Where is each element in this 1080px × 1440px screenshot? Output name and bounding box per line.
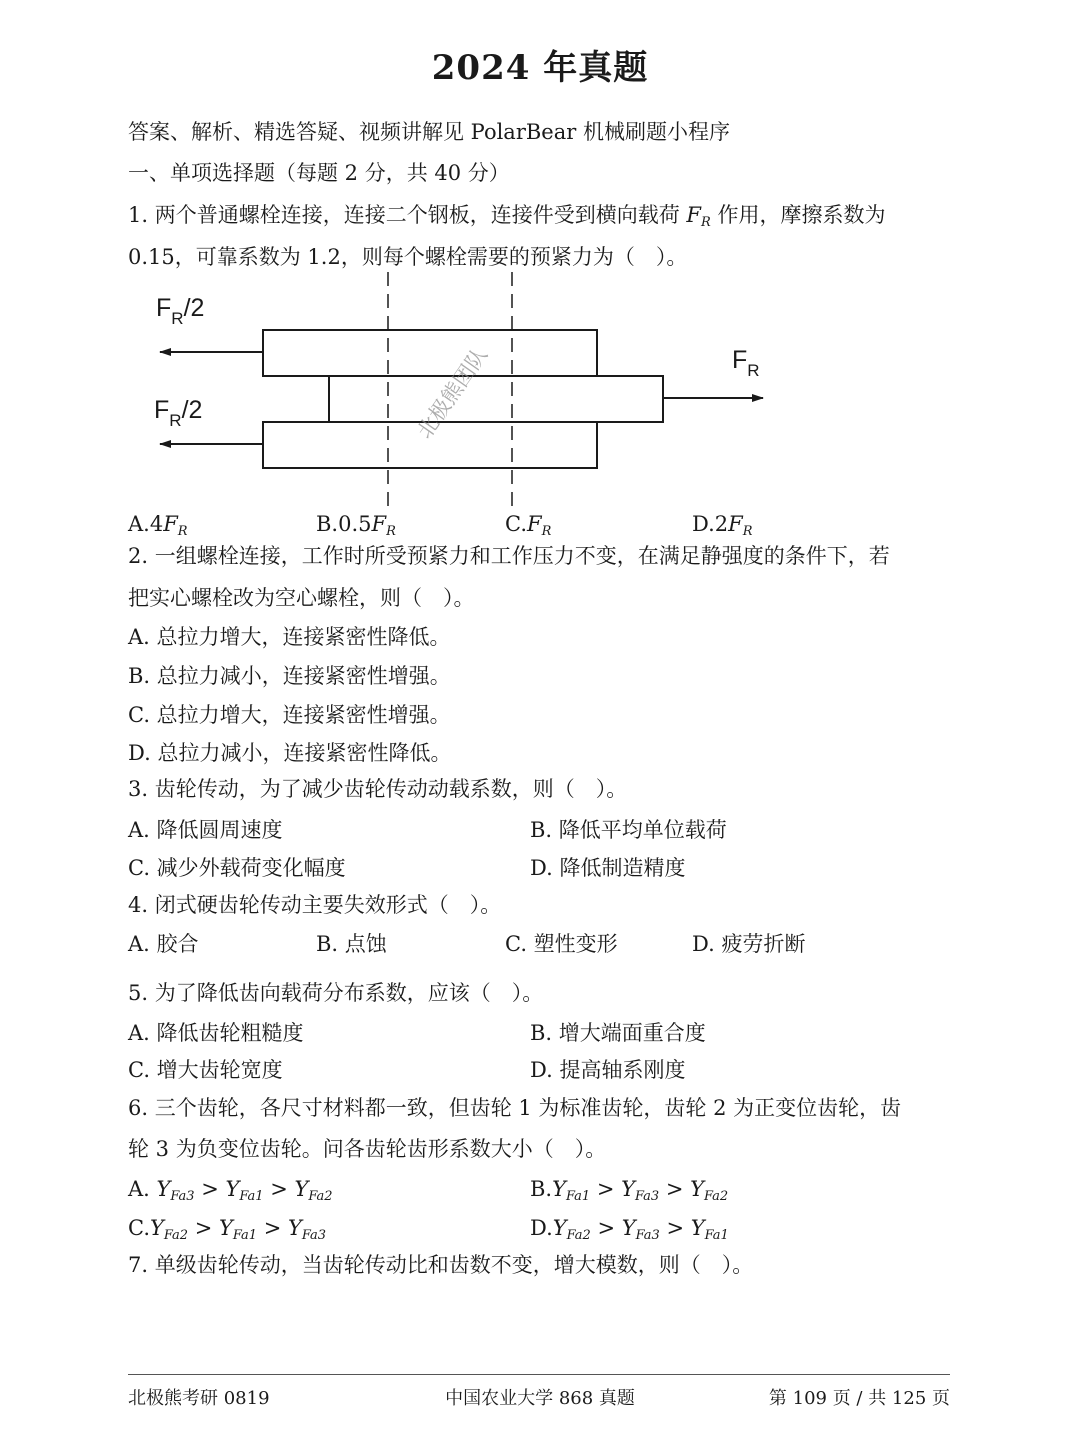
q7-line1: 7. 单级齿轮传动，当齿轮传动比和齿数不变，增大模数，则（ ）。 — [128, 1253, 754, 1277]
q2-option-a[interactable]: A. 总拉力增大，连接紧密性降低。 — [128, 625, 451, 649]
q6-option-b-prefix: B. — [530, 1177, 553, 1201]
q6-option-a[interactable] — [128, 1177, 333, 1205]
q1-option-d-sub: R — [742, 524, 753, 539]
tooth-form-factor-subscript: Fa2 — [308, 1189, 333, 1204]
label-fr-half-bottom: $F_R/2$ — [154, 396, 203, 430]
footer-center: 中国农业大学 868 真题 — [445, 1388, 635, 1409]
tooth-form-factor-subscript: Fa3 — [301, 1228, 327, 1243]
bolt-joint-diagram — [128, 268, 828, 518]
q5-option-c[interactable]: C. 增大齿轮宽度 — [128, 1058, 283, 1082]
tooth-form-factor-symbol: Y — [621, 1216, 636, 1240]
label-fr-half-top: $F_R/2$ — [156, 294, 205, 328]
tooth-form-factor-symbol: Y — [552, 1177, 566, 1201]
tooth-form-factor-subscript: Fa1 — [239, 1189, 264, 1204]
tooth-form-factor-symbol: Y — [294, 1177, 309, 1201]
watermark-text: 北极熊团队 — [412, 343, 493, 443]
tooth-form-factor-subscript: Fa1 — [565, 1189, 591, 1204]
page-title: 2024 年真题 — [431, 48, 649, 88]
tooth-form-factor-subscript: Fa3 — [635, 1228, 660, 1243]
q1-option-b-symbol: F — [371, 512, 387, 536]
q1-option-d[interactable] — [692, 512, 753, 540]
q4-option-a[interactable]: A. 胶合 — [128, 932, 199, 956]
tooth-form-factor-subscript: Fa1 — [704, 1228, 729, 1243]
tooth-form-factor-symbol: Y — [225, 1177, 240, 1201]
q3-option-a[interactable]: A. 降低圆周速度 — [128, 818, 283, 842]
q1-line2: 0.15，可靠系数为 1.2，则每个螺栓需要的预紧力为（ ）。 — [128, 245, 688, 269]
q6-line2: 轮 3 为负变位齿轮。问各齿轮齿形系数大小（ ）。 — [128, 1137, 607, 1161]
q1-option-c-prefix: C. — [505, 512, 527, 536]
q1-option-c-sub: R — [541, 524, 552, 539]
q1-text-b: 作用，摩擦系数为 — [710, 203, 886, 227]
q6-option-d-expression — [552, 1216, 729, 1243]
footer-page-number: 第 109 页 / 共 125 页 — [768, 1388, 950, 1409]
q1-option-b-prefix: B.0.5 — [316, 512, 372, 536]
label-fr-right: $F_R$ — [732, 346, 760, 380]
q1-option-a-sub: R — [177, 524, 188, 539]
q2-line2: 把实心螺栓改为空心螺栓，则（ ）。 — [128, 586, 475, 610]
greater-than-sign: > — [257, 1216, 288, 1240]
promo-line: 答案、解析、精选答疑、视频讲解见 PolarBear 机械刷题小程序 — [128, 120, 730, 144]
tooth-form-factor-subscript: Fa2 — [163, 1228, 189, 1243]
q5-option-a[interactable]: A. 降低齿轮粗糙度 — [128, 1021, 304, 1045]
tooth-form-factor-symbol: Y — [156, 1177, 171, 1201]
q1-line1 — [128, 203, 885, 231]
greater-than-sign: > — [590, 1216, 622, 1240]
tooth-form-factor-symbol: Y — [690, 1216, 705, 1240]
tooth-form-factor-symbol: Y — [288, 1216, 302, 1240]
q1-option-c[interactable] — [505, 512, 551, 540]
tooth-form-factor-subscript: Fa2 — [566, 1228, 591, 1243]
q1-option-c-symbol: F — [527, 512, 542, 536]
footer-left: 北极熊考研 0819 — [128, 1388, 270, 1409]
q1-option-d-prefix: D.2 — [692, 512, 729, 536]
tooth-form-factor-symbol: Y — [690, 1177, 704, 1201]
q3-line1: 3. 齿轮传动，为了减少齿轮传动动载系数，则（ ）。 — [128, 777, 628, 801]
top-plate — [263, 330, 597, 376]
q5-option-b[interactable]: B. 增大端面重合度 — [530, 1021, 706, 1045]
q6-option-b-expression — [552, 1177, 729, 1204]
q4-option-b[interactable]: B. 点蚀 — [316, 932, 387, 956]
q6-option-b[interactable] — [530, 1177, 728, 1205]
q6-option-a-prefix: A. — [128, 1177, 157, 1201]
tooth-form-factor-symbol: Y — [621, 1177, 635, 1201]
q3-option-b[interactable]: B. 降低平均单位载荷 — [530, 818, 727, 842]
q6-option-a-expression — [156, 1177, 333, 1204]
q6-option-c[interactable] — [128, 1216, 326, 1244]
greater-than-sign: > — [659, 1216, 691, 1240]
q1-text-a: 1. 两个普通螺栓连接，连接二个钢板，连接件受到横向载荷 — [128, 203, 687, 227]
q1-force-sub: R — [700, 215, 711, 230]
greater-than-sign: > — [263, 1177, 295, 1201]
tooth-form-factor-symbol: Y — [219, 1216, 233, 1240]
q1-option-a-prefix: A.4 — [128, 512, 164, 536]
q1-option-b[interactable] — [316, 512, 396, 540]
tooth-form-factor-subscript: Fa3 — [170, 1189, 195, 1204]
q6-line1: 6. 三个齿轮，各尺寸材料都一致，但齿轮 1 为标准齿轮，齿轮 2 为正变位齿轮，齿 — [128, 1096, 902, 1120]
q4-option-d[interactable]: D. 疲劳折断 — [692, 932, 806, 956]
tooth-form-factor-subscript: Fa3 — [634, 1189, 660, 1204]
middle-plate — [329, 376, 663, 422]
q2-line1: 2. 一组螺栓连接，工作时所受预紧力和工作压力不变，在满足静强度的条件下，若 — [128, 544, 890, 568]
greater-than-sign: > — [659, 1177, 691, 1201]
section-heading: 一、单项选择题（每题 2 分，共 40 分） — [128, 161, 510, 185]
q2-option-c[interactable]: C. 总拉力增大，连接紧密性增强。 — [128, 703, 451, 727]
q3-option-d[interactable]: D. 降低制造精度 — [530, 856, 686, 880]
q5-line1: 5. 为了降低齿向载荷分布系数，应该（ ）。 — [128, 981, 544, 1005]
q3-option-c[interactable]: C. 减少外载荷变化幅度 — [128, 856, 346, 880]
greater-than-sign: > — [590, 1177, 622, 1201]
greater-than-sign: > — [188, 1216, 219, 1240]
tooth-form-factor-symbol: Y — [150, 1216, 164, 1240]
q4-option-c[interactable]: C. 塑性变形 — [505, 932, 618, 956]
q1-option-a[interactable] — [128, 512, 188, 540]
q2-option-d[interactable]: D. 总拉力减小，连接紧密性降低。 — [128, 741, 452, 765]
q2-option-b[interactable]: B. 总拉力减小，连接紧密性增强。 — [128, 664, 451, 688]
q6-option-c-prefix: C. — [128, 1216, 150, 1240]
footer-divider — [128, 1374, 950, 1375]
tooth-form-factor-subscript: Fa2 — [703, 1189, 729, 1204]
q1-force-symbol: F — [686, 203, 701, 227]
q4-line1: 4. 闭式硬齿轮传动主要失效形式（ ）。 — [128, 893, 502, 917]
tooth-form-factor-symbol: Y — [552, 1216, 567, 1240]
q5-option-d[interactable]: D. 提高轴系刚度 — [530, 1058, 686, 1082]
q1-option-a-symbol: F — [163, 512, 178, 536]
q6-option-d[interactable] — [530, 1216, 729, 1244]
q6-option-c-expression — [150, 1216, 327, 1243]
q1-option-d-symbol: F — [728, 512, 743, 536]
tooth-form-factor-subscript: Fa1 — [232, 1228, 258, 1243]
q1-option-b-sub: R — [386, 524, 396, 539]
q6-option-d-prefix: D. — [530, 1216, 553, 1240]
greater-than-sign: > — [194, 1177, 226, 1201]
